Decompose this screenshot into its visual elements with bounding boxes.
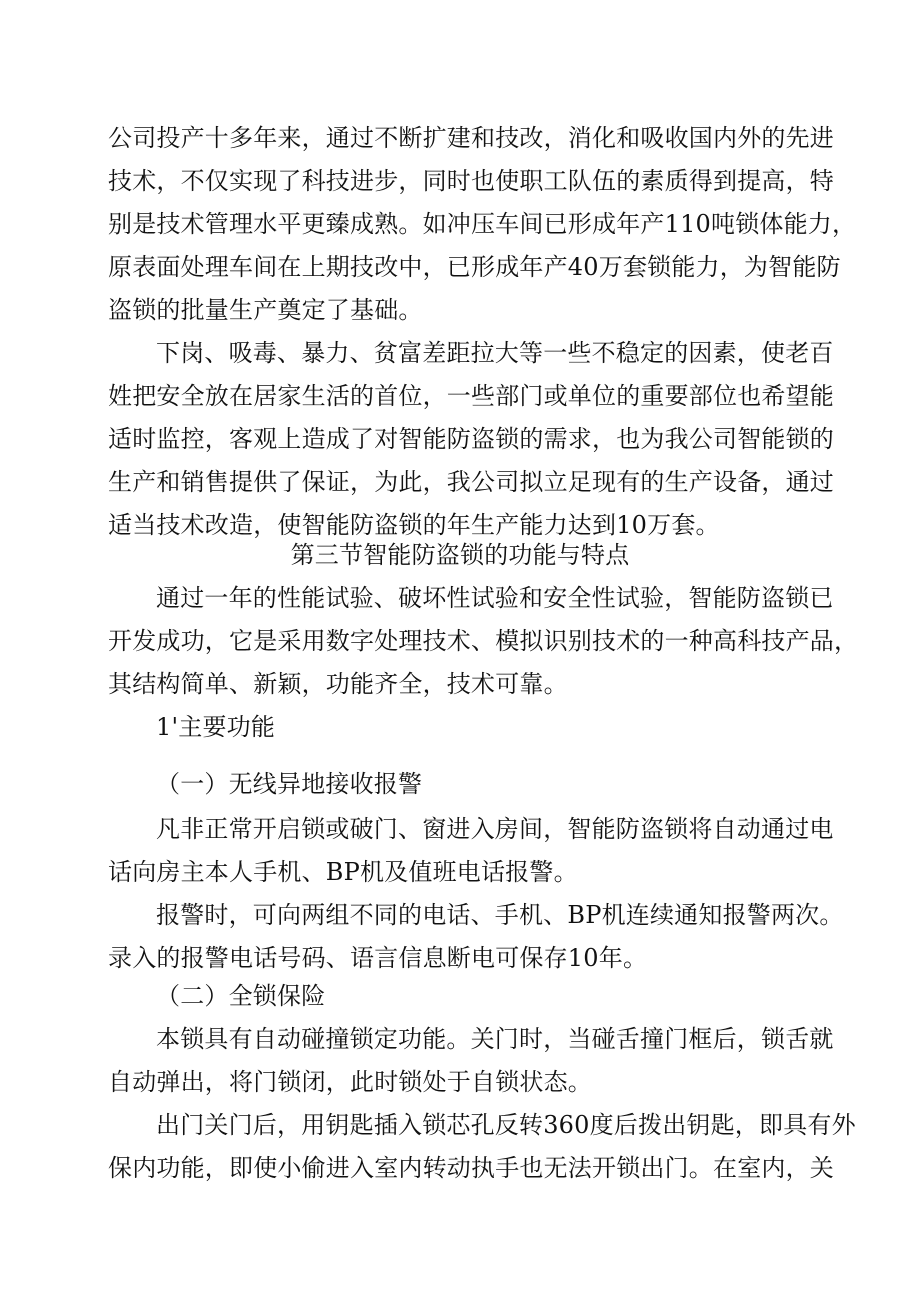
paragraph-line: 其结构简单、新颖，功能齐全，技术可靠。	[108, 670, 568, 698]
paragraph-line: 技术，不仅实现了科技进步，同时也使职工队伍的素质得到提高，特	[108, 167, 834, 195]
paragraph-line: 开发成功，它是采用数字处理技术、模拟识别技术的一种高科技产品，	[108, 627, 859, 655]
paragraph-line: 盗锁的批量生产奠定了基础。	[108, 296, 423, 324]
paragraph-line: 通过一年的性能试验、破坏性试验和安全性试验，智能防盗锁已	[156, 584, 834, 612]
subheading-main-functions: 1'主要功能	[156, 713, 276, 741]
paragraph-line: 别是技术管理水平更臻成熟。如冲压车间已形成年产110吨锁体能力，	[108, 210, 857, 238]
paragraph-line: 生产和销售提供了保证，为此，我公司拟立足现有的生产设备，通过	[108, 468, 834, 496]
paragraph-line: 本锁具有自动碰撞锁定功能。关门时，当碰舌撞门框后，锁舌就	[156, 1025, 834, 1053]
paragraph-line: 报警时，可向两组不同的电话、手机、BP机连续通知报警两次。	[156, 901, 844, 929]
paragraph-line: 保内功能，即使小偷进入室内转动执手也无法开锁出门。在室内，关	[108, 1154, 834, 1182]
subheading-wireless-alarm: （一）无线异地接收报警	[156, 770, 423, 798]
paragraph-line: 下岗、吸毒、暴力、贫富差距拉大等一些不稳定的因素，使老百	[156, 339, 834, 367]
paragraph-line: 适时监控，客观上造成了对智能防盗锁的需求，也为我公司智能锁的	[108, 425, 834, 453]
section-title: 第三节智能防盗锁的功能与特点	[290, 541, 630, 569]
paragraph-line: 原表面处理车间在上期技改中，已形成年产40万套锁能力，为智能防	[108, 253, 841, 281]
paragraph-line: 话向房主本人手机、BP机及值班电话报警。	[108, 858, 578, 886]
paragraph-line: 公司投产十多年来，通过不断扩建和技改，消化和吸收国内外的先进	[108, 124, 834, 152]
paragraph-line: 自动弹出，将门锁闭，此时锁处于自锁状态。	[108, 1068, 592, 1096]
paragraph-line: 录入的报警电话号码、语言信息断电可保存10年。	[108, 944, 648, 972]
paragraph-line: 适当技术改造，使智能防盗锁的年生产能力达到10万套。	[108, 511, 720, 539]
paragraph-line: 姓把安全放在居家生活的首位，一些部门或单位的重要部位也希望能	[108, 382, 834, 410]
subheading-full-lock: （二）全锁保险	[156, 982, 326, 1010]
paragraph-line: 出门关门后，用钥匙插入锁芯孔反转360度后拨出钥匙，即具有外	[156, 1111, 856, 1139]
paragraph-line: 凡非正常开启锁或破门、窗进入房间，智能防盗锁将自动通过电	[156, 815, 834, 843]
